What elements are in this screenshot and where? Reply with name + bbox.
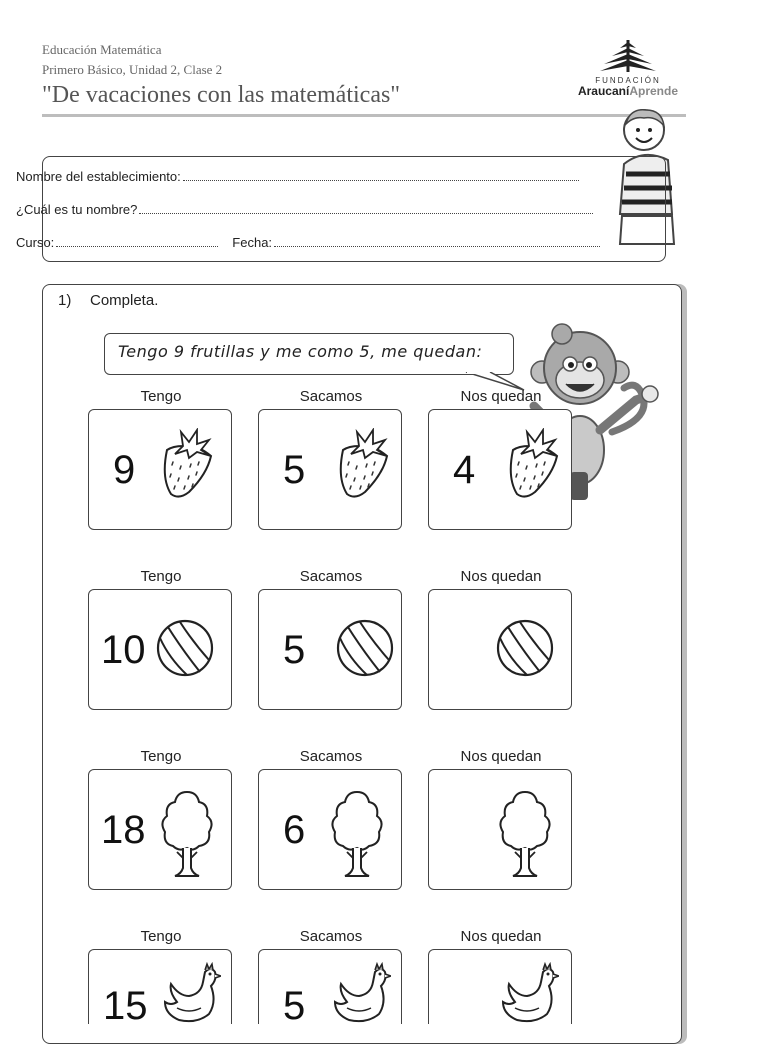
card-tengo: [88, 409, 232, 530]
column-label-tengo: Tengo: [140, 388, 182, 405]
column-label-tengo: Tengo: [140, 568, 182, 585]
card-quedan: [428, 409, 572, 530]
column-label-sacamos: Sacamos: [299, 748, 363, 765]
school-name-field[interactable]: [183, 168, 579, 181]
column-label-sacamos: Sacamos: [299, 568, 363, 585]
count-tengo: 10: [101, 628, 146, 672]
card-sacamos: [258, 589, 402, 710]
count-tengo: 9: [113, 448, 136, 492]
hen-icon: [161, 962, 221, 1026]
count-sacamos: 5: [283, 628, 306, 672]
column-label-quedan: Nos quedan: [460, 928, 542, 945]
student-name-row: [16, 201, 593, 217]
count-quedan[interactable]: 4: [453, 448, 476, 492]
column-label-quedan: Nos quedan: [460, 568, 542, 585]
card-sacamos: [258, 409, 402, 530]
school-name-label: Nombre del establecimiento:: [16, 169, 181, 184]
foundation-logo: [566, 38, 690, 108]
date-field[interactable]: [274, 234, 600, 247]
speech-bubble-text: Tengo 9 frutillas y me como 5, me quedan:: [118, 342, 483, 361]
tree-icon: [159, 788, 215, 878]
strawberry-icon: [503, 428, 561, 500]
card-tengo: [88, 589, 232, 710]
count-sacamos: 5: [283, 984, 306, 1028]
logo-name-part2: Aprende: [629, 84, 679, 98]
card-quedan[interactable]: [428, 769, 572, 890]
course-field[interactable]: [56, 234, 218, 247]
column-label-tengo: Tengo: [140, 928, 182, 945]
card-tengo: [88, 949, 232, 1028]
ball-icon: [495, 618, 555, 678]
student-name-label: ¿Cuál es tu nombre?: [16, 202, 138, 217]
araucaria-tree-icon: [598, 38, 658, 74]
strawberry-icon: [157, 428, 215, 500]
card-sacamos: [258, 769, 402, 890]
ball-icon: [155, 618, 215, 678]
course-label: Curso:: [16, 235, 55, 250]
column-label-sacamos: Sacamos: [299, 388, 363, 405]
page-title: "De vacaciones con las matemáticas": [42, 82, 401, 108]
column-label-quedan: Nos quedan: [460, 388, 542, 405]
card-tengo: [88, 769, 232, 890]
student-name-field[interactable]: [139, 201, 593, 214]
card-quedan[interactable]: [428, 589, 572, 710]
count-tengo: 18: [101, 808, 146, 852]
school-name-row: [16, 168, 579, 184]
date-label: Fecha:: [232, 235, 273, 250]
ball-icon: [335, 618, 395, 678]
count-tengo: 15: [103, 984, 148, 1028]
exercise-number: 1): [58, 292, 72, 309]
strawberry-icon: [333, 428, 391, 500]
hen-icon: [499, 962, 559, 1026]
exercise-instruction: Completa.: [90, 292, 159, 309]
count-sacamos: 5: [283, 448, 306, 492]
logo-name-part1: Araucaní: [577, 84, 630, 98]
column-label-quedan: Nos quedan: [460, 748, 542, 765]
count-sacamos: 6: [283, 808, 306, 852]
tree-icon: [329, 788, 385, 878]
logo-name: [566, 85, 690, 98]
subject-line: Educación Matemática: [42, 42, 162, 57]
header-divider: [42, 114, 686, 117]
tree-icon: [497, 788, 553, 878]
course-date-row: [16, 234, 600, 250]
card-sacamos: [258, 949, 402, 1028]
course-line: Primero Básico, Unidad 2, Clase 2: [42, 62, 223, 77]
hen-icon: [331, 962, 391, 1026]
card-quedan[interactable]: [428, 949, 572, 1024]
column-label-tengo: Tengo: [140, 748, 182, 765]
column-label-sacamos: Sacamos: [299, 928, 363, 945]
logo-fundacion: FUNDACIÓN: [595, 76, 661, 85]
